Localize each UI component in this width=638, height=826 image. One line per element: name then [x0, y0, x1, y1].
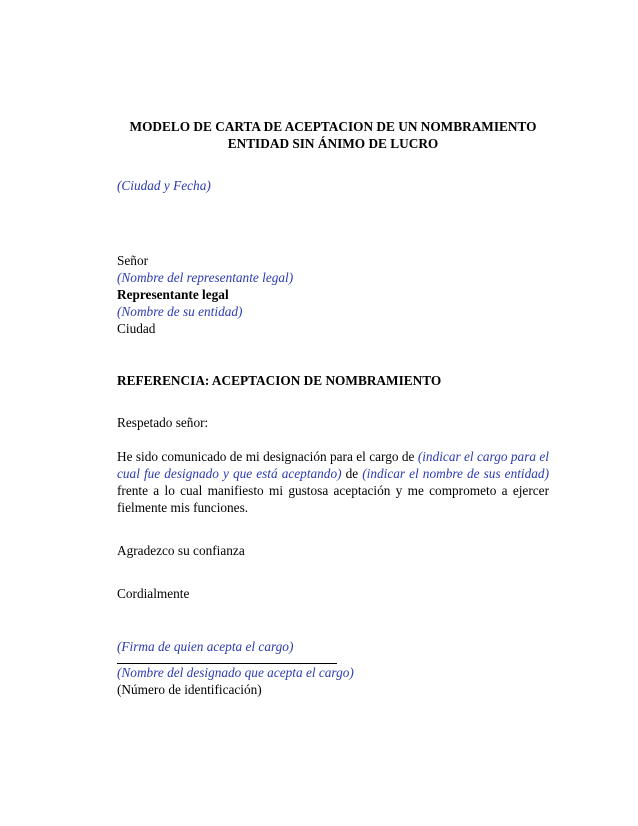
title-line-1: MODELO DE CARTA DE ACEPTACION DE UN NOMBRAMIENTO	[129, 119, 537, 134]
recipient-block	[117, 252, 549, 337]
recipient-city: Ciudad	[117, 321, 156, 336]
title-line-2: ENTIDAD SIN ÁNIMO DE LUCRO	[227, 136, 439, 151]
body-text-2: de	[341, 466, 363, 481]
entidad-placeholder: (indicar el nombre de sus entidad)	[362, 466, 549, 481]
reference-line: REFERENCIA: ACEPTACION DE NOMBRAMIENTO	[117, 373, 442, 388]
recipient-entity-placeholder: (Nombre de su entidad)	[117, 304, 243, 319]
body-text-3: frente a lo cual manifiesto mi gustosa aceptación y me comprometo a ejercer fielmente mis funciones.	[117, 483, 549, 515]
designee-name-placeholder: (Nombre del designado que acepta el cargo)	[117, 665, 354, 680]
letter-body	[117, 448, 549, 516]
closing-line: Cordialmente	[117, 586, 190, 601]
city-date-placeholder: (Ciudad y Fecha)	[117, 178, 211, 193]
document-title	[117, 118, 549, 152]
recipient-role: Representante legal	[117, 287, 229, 302]
signature-line	[117, 655, 337, 664]
thanks-line: Agradezco su confianza	[117, 543, 245, 558]
letter-content	[117, 118, 549, 698]
recipient-salutation: Señor	[117, 253, 149, 268]
body-text-1: He sido comunicado de mi designación para el cargo de	[117, 449, 418, 464]
cargo-placeholder: (indicar el cargo para el cual fue designado y que está aceptando)	[117, 449, 549, 481]
recipient-name-placeholder: (Nombre del representante legal)	[117, 270, 294, 285]
greeting: Respetado señor:	[117, 415, 209, 430]
signature-block	[117, 638, 549, 698]
identification-number-label: (Número de identificación)	[117, 682, 262, 697]
signature-placeholder: (Firma de quien acepta el cargo)	[117, 639, 294, 654]
